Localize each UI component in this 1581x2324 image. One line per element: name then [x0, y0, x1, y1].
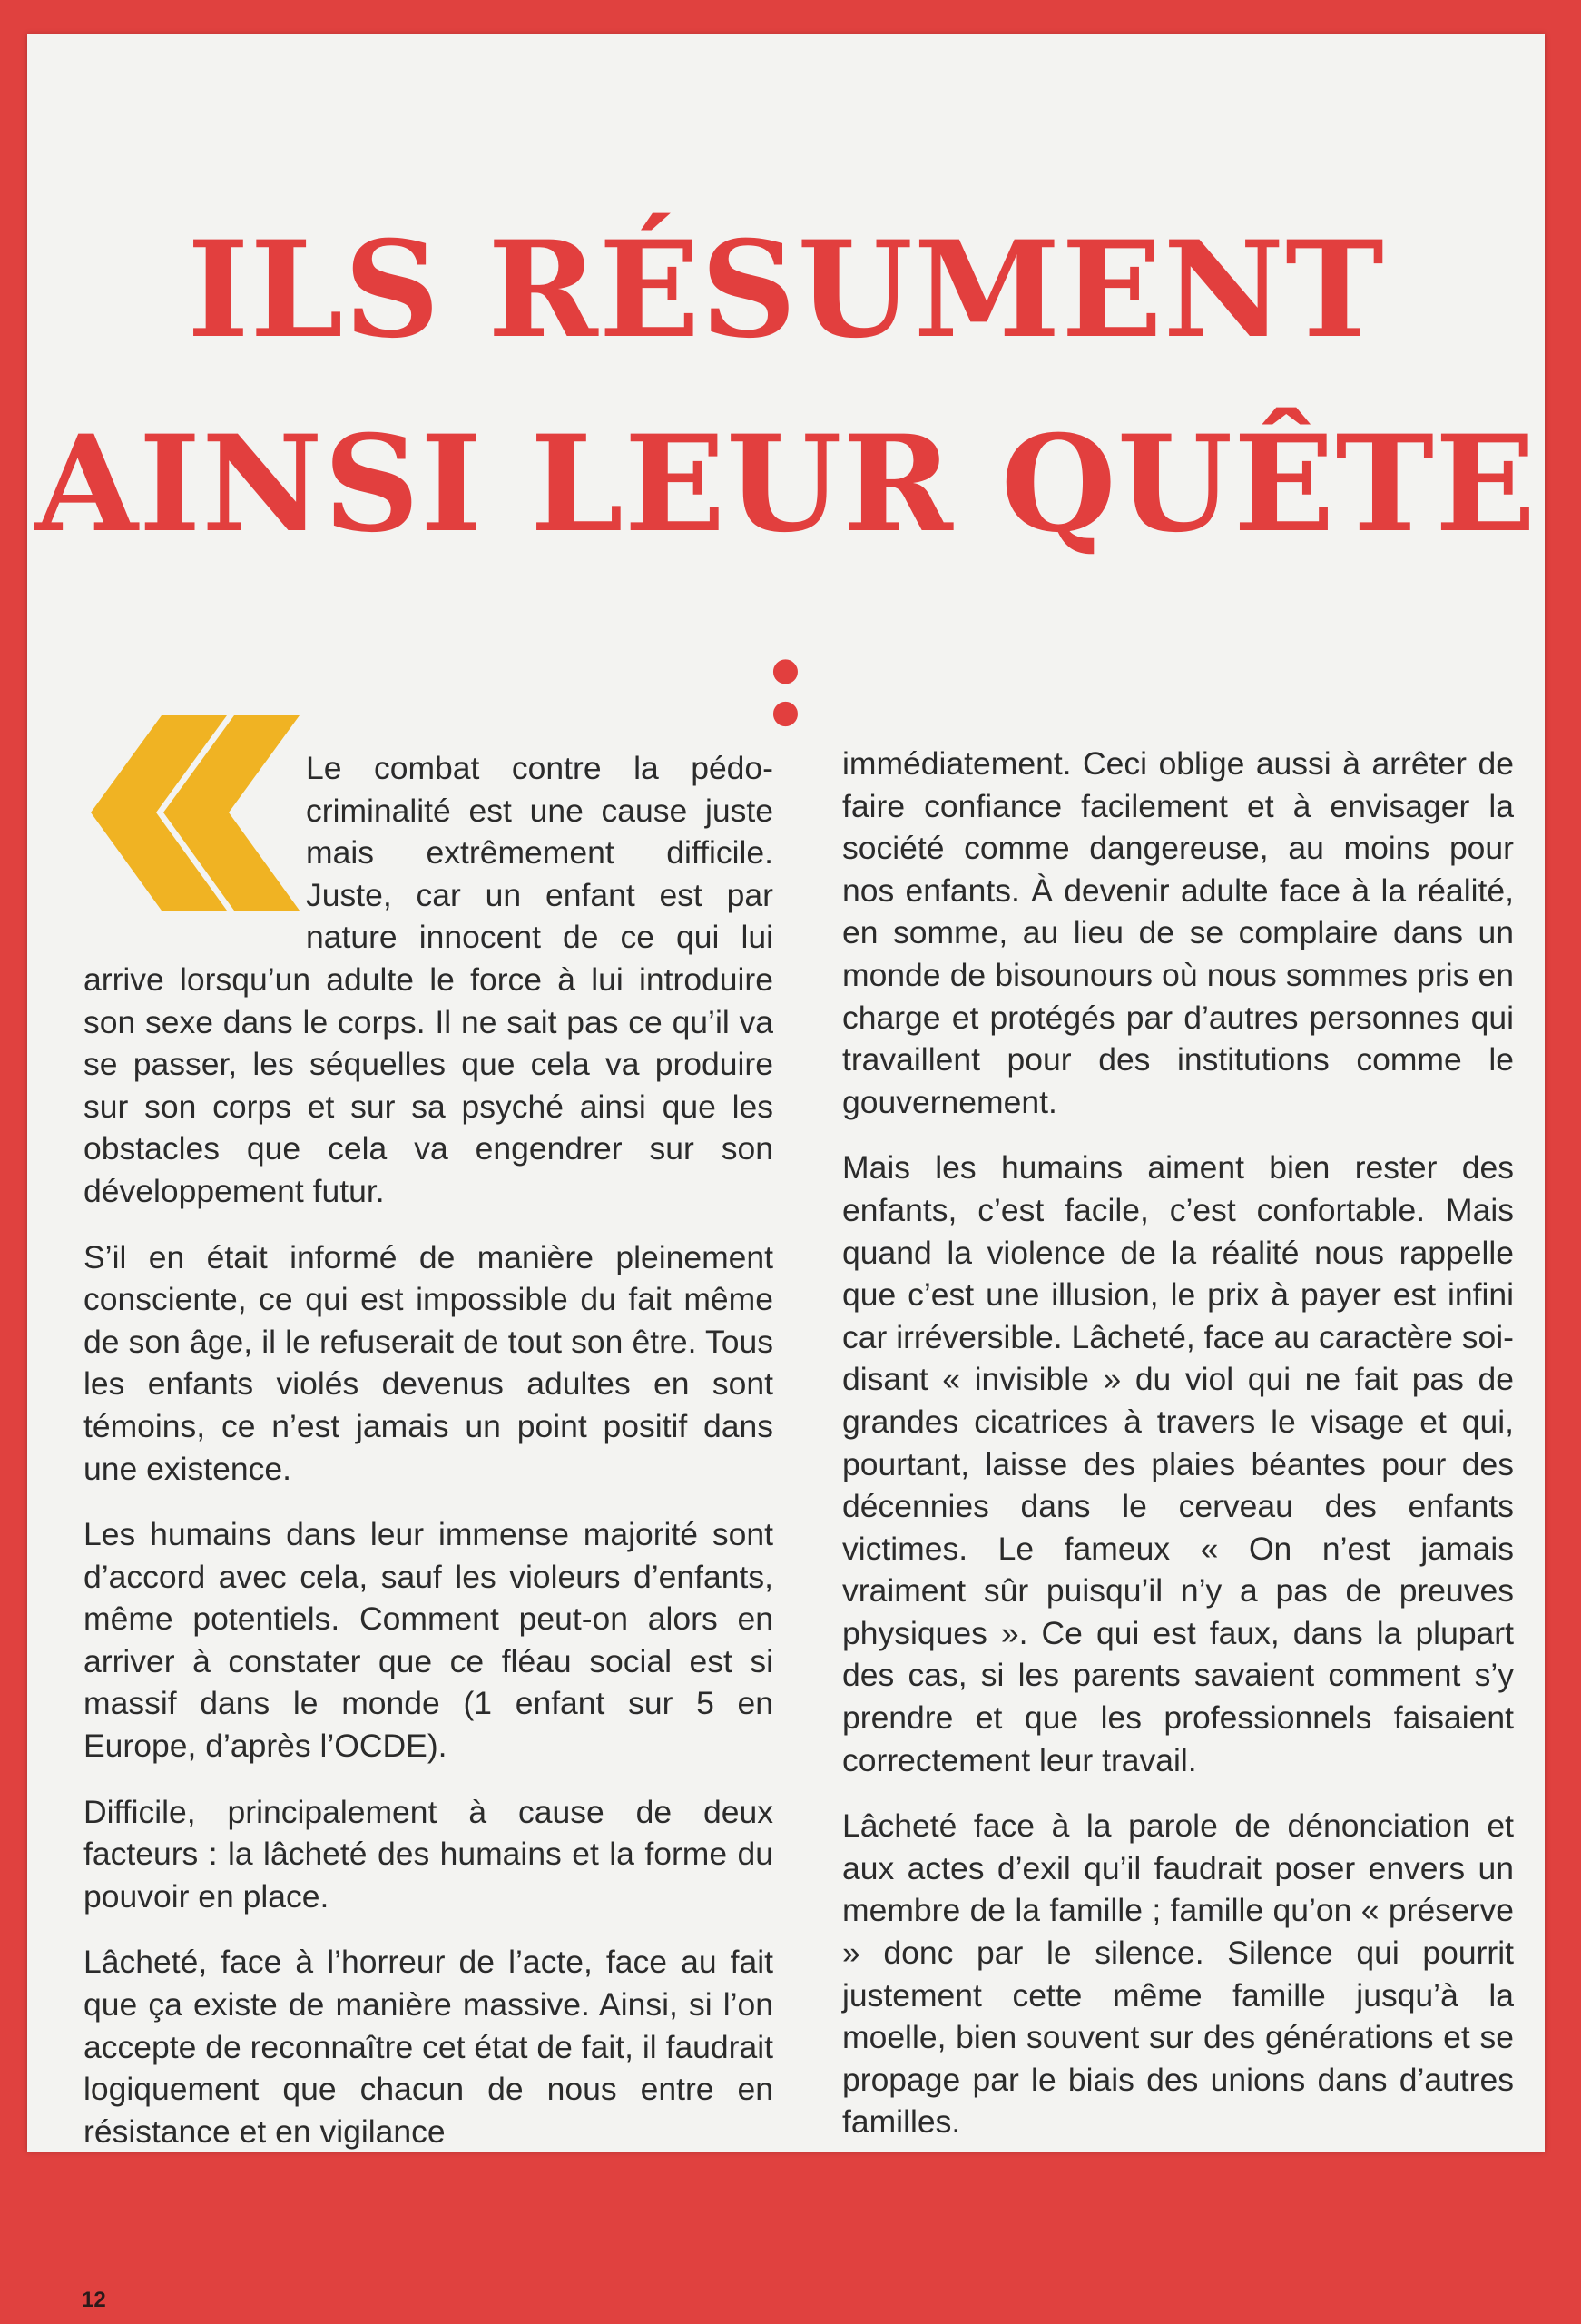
paragraph: Difficile, principalement à cause de deux facteurs : la lâcheté des humains et la forme du pouvoir en place. [83, 1793, 773, 1915]
paragraph: S’il en était informé de manière pleinement consciente, ce qui est impossible du fait même de son âge, il le refuserait de tout son être. Tous les enfants violés devenus adultes en sont témoins, ce n’est jamais un point positif dans une existence. [83, 1238, 773, 1487]
paragraph: Lâcheté face à la parole de dénonciation et aux actes d’exil qu’il faudrait poser envers un membre de la famille ; famille qu’on « préserve » donc par le silence. Silence qui pourrit justement cette même famille jusqu’à la moelle, bien souvent sur des générations et se propage par le biais des unions dans d’autres familles. [842, 1807, 1514, 2141]
left-column [83, 747, 773, 2176]
paragraph: Le combat contre la pédo-criminalité est une cause juste mais extrêmement difficile. Juste, car un enfant est par nature innocent de ce qui lui arrive lorsqu’un adulte le force à lui introduire son sexe dans le corps. Il ne sait pas ce qu’il va se passer, les séquelles que cela va produire sur son corps et sur sa psyché ainsi que les obstacles que cela va engendrer sur son développement futur. [83, 750, 773, 1209]
paragraph: Lâcheté, face à l’horreur de l’acte, face au fait que ça existe de manière massive. Ainsi, si l’on accepte de reconnaître cet état de fait, il faudrait logiquement que chacun de nous entre en résistance et en vigilance [83, 1944, 773, 2150]
title-line-1: ILS RÉSUMENT [187, 212, 1385, 368]
paragraph: immédiatement. Ceci oblige aussi à arrêter de faire confiance facilement et à envisager la société comme dangereuse, au moins pour nos enfants. À devenir adulte face à la réalité, en somme, au lieu de se complaire dans un monde de bisounours où nous sommes pris en charge et protégés par d’autres personnes qui travaillent pour des institutions comme le gouvernement. [842, 745, 1514, 1120]
article-title [27, 193, 1545, 776]
paragraph: Les humains dans leur immense majorité sont d’accord avec cela, sauf les violeurs d’enfants, même potentiels. Comment peut-on alors en arriver à constater que ce fléau social est si massif dans le monde (1 enfant sur 5 en Europe, d’après l’OCDE). [83, 1516, 773, 1765]
paragraph: Mais les humains aiment bien rester des enfants, c’est facile, c’est confortable. Mais quand la violence de la réalité nous rappelle que c’est une illusion, le prix à payer est infini car irréversible. Lâcheté, face au caractère soi-disant « invisible » du viol qui ne fait pas de grandes cicatrices à travers le visage et qui, pourtant, laisse des plaies béantes pour des décennies dans le cerveau des enfants victimes. Le fameux « On n’est jamais vraiment sûr puisqu’il n’y a pas de preuves physiques ». Ce qui est faux, dans la plupart des cas, si les parents savaient comment s’y prendre et que les professionnels faisaient correctement leur travail. [842, 1149, 1514, 1778]
right-column [842, 743, 1514, 2167]
title-line-2: AINSI LEUR QUÊTE : [34, 407, 1537, 756]
quote-spacer [83, 747, 306, 956]
page-number: 12 [82, 2288, 106, 2312]
article-page [27, 34, 1545, 2152]
